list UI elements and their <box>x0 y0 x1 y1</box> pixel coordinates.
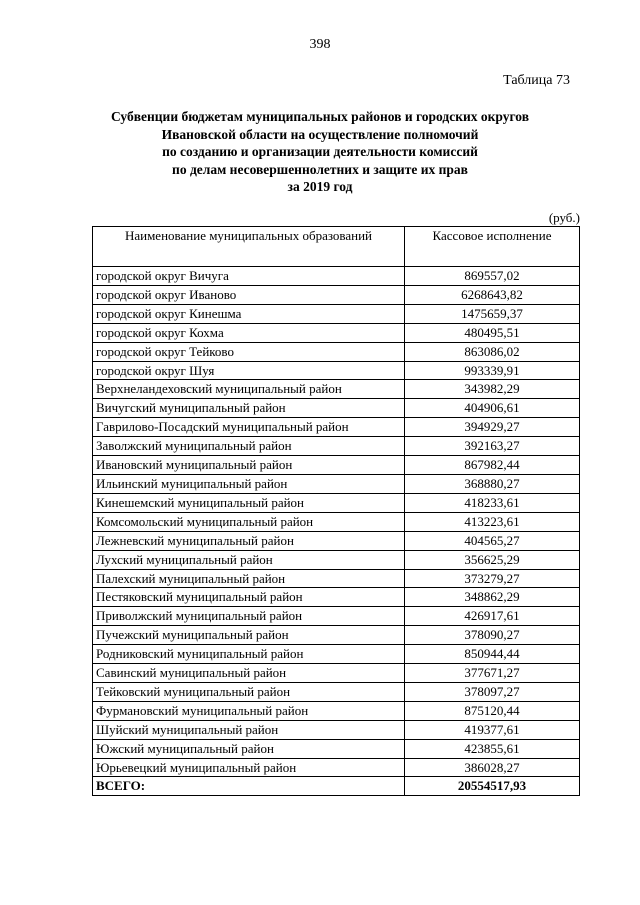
municipality-name: Фурмановский муниципальный район <box>93 701 405 720</box>
subsidy-table <box>92 226 580 796</box>
municipality-name: Южский муниципальный район <box>93 739 405 758</box>
table-row <box>93 285 580 304</box>
table-row <box>93 512 580 531</box>
municipality-name: Тейковский муниципальный район <box>93 682 405 701</box>
cash-execution-value: 875120,44 <box>405 701 580 720</box>
table-row <box>93 267 580 286</box>
municipality-name: Верхнеландеховский муниципальный район <box>93 380 405 399</box>
cash-execution-value: 863086,02 <box>405 342 580 361</box>
cash-execution-value: 378097,27 <box>405 682 580 701</box>
table-header-row <box>93 227 580 267</box>
table-row <box>93 418 580 437</box>
table-row <box>93 758 580 777</box>
municipality-name: городской округ Иваново <box>93 285 405 304</box>
table-row <box>93 645 580 664</box>
table-row <box>93 701 580 720</box>
table-row <box>93 361 580 380</box>
municipality-name: Савинский муниципальный район <box>93 664 405 683</box>
cash-execution-value: 404906,61 <box>405 399 580 418</box>
title-line: Ивановской области на осуществление полномочий <box>161 126 479 142</box>
title-line: Субвенции бюджетам муниципальных районов и городских округов <box>110 109 530 124</box>
table-label: Таблица 73 <box>503 73 570 88</box>
table-row <box>93 626 580 645</box>
total-label: ВСЕГО: <box>93 777 405 796</box>
cash-execution-value: 850944,44 <box>405 645 580 664</box>
municipality-name: Ильинский муниципальный район <box>93 474 405 493</box>
cash-execution-value: 413223,61 <box>405 512 580 531</box>
column-header-value: Кассовое исполнение <box>405 227 580 267</box>
municipality-name: Заволжский муниципальный район <box>93 437 405 456</box>
table-row <box>93 739 580 758</box>
municipality-name: Палехский муниципальный район <box>93 569 405 588</box>
table-row <box>93 399 580 418</box>
municipality-name: Лежневский муниципальный район <box>93 531 405 550</box>
cash-execution-value: 348862,29 <box>405 588 580 607</box>
unit-label: (руб.) <box>548 210 580 225</box>
table-row <box>93 531 580 550</box>
table-row <box>93 456 580 475</box>
table-row <box>93 474 580 493</box>
cash-execution-value: 869557,02 <box>405 267 580 286</box>
cash-execution-value: 356625,29 <box>405 550 580 569</box>
table-row <box>93 380 580 399</box>
cash-execution-value: 392163,27 <box>405 437 580 456</box>
table-row <box>93 720 580 739</box>
municipality-name: городской округ Вичуга <box>93 267 405 286</box>
table-row <box>93 607 580 626</box>
cash-execution-value: 378090,27 <box>405 626 580 645</box>
municipality-name: Пучежский муниципальный район <box>93 626 405 645</box>
cash-execution-value: 1475659,37 <box>405 304 580 323</box>
cash-execution-value: 343982,29 <box>405 380 580 399</box>
table-row <box>93 342 580 361</box>
cash-execution-value: 867982,44 <box>405 456 580 475</box>
municipality-name: городской округ Кохма <box>93 323 405 342</box>
title-line: по делам несовершеннолетних и защите их прав <box>172 161 468 177</box>
municipality-name: Гаврилово-Посадский муниципальный район <box>93 418 405 437</box>
municipality-name: городской округ Тейково <box>93 342 405 361</box>
table-row <box>93 569 580 588</box>
cash-execution-value: 418233,61 <box>405 493 580 512</box>
municipality-name: Вичугский муниципальный район <box>93 399 405 418</box>
cash-execution-value: 480495,51 <box>405 323 580 342</box>
cash-execution-value: 423855,61 <box>405 739 580 758</box>
municipality-name: Приволжский муниципальный район <box>93 607 405 626</box>
cash-execution-value: 368880,27 <box>405 474 580 493</box>
municipality-name: Комсомольский муниципальный район <box>93 512 405 531</box>
table-row <box>93 682 580 701</box>
cash-execution-value: 6268643,82 <box>405 285 580 304</box>
cash-execution-value: 993339,91 <box>405 361 580 380</box>
cash-execution-value: 394929,27 <box>405 418 580 437</box>
document-title <box>0 108 640 196</box>
municipality-name: Лухский муниципальный район <box>93 550 405 569</box>
total-row <box>93 777 580 796</box>
table-row <box>93 304 580 323</box>
table-row <box>93 588 580 607</box>
cash-execution-value: 404565,27 <box>405 531 580 550</box>
municipality-name: Кинешемский муниципальный район <box>93 493 405 512</box>
page-number: 398 <box>309 37 331 52</box>
total-value: 20554517,93 <box>405 777 580 796</box>
municipality-name: городской округ Шуя <box>93 361 405 380</box>
municipality-name: Родниковский муниципальный район <box>93 645 405 664</box>
table-row <box>93 664 580 683</box>
table-row <box>93 437 580 456</box>
table-row <box>93 493 580 512</box>
municipality-name: Ивановский муниципальный район <box>93 456 405 475</box>
cash-execution-value: 377671,27 <box>405 664 580 683</box>
municipality-name: Шуйский муниципальный район <box>93 720 405 739</box>
municipality-name: Юрьевецкий муниципальный район <box>93 758 405 777</box>
cash-execution-value: 373279,27 <box>405 569 580 588</box>
cash-execution-value: 426917,61 <box>405 607 580 626</box>
title-line: по созданию и организации деятельности комиссий <box>162 144 478 159</box>
table-body <box>93 267 580 796</box>
title-line: за 2019 год <box>287 179 353 194</box>
municipality-name: Пестяковский муниципальный район <box>93 588 405 607</box>
cash-execution-value: 419377,61 <box>405 720 580 739</box>
cash-execution-value: 386028,27 <box>405 758 580 777</box>
table-row <box>93 550 580 569</box>
municipality-name: городской округ Кинешма <box>93 304 405 323</box>
column-header-name: Наименование муниципальных образований <box>93 227 405 267</box>
table-row <box>93 323 580 342</box>
